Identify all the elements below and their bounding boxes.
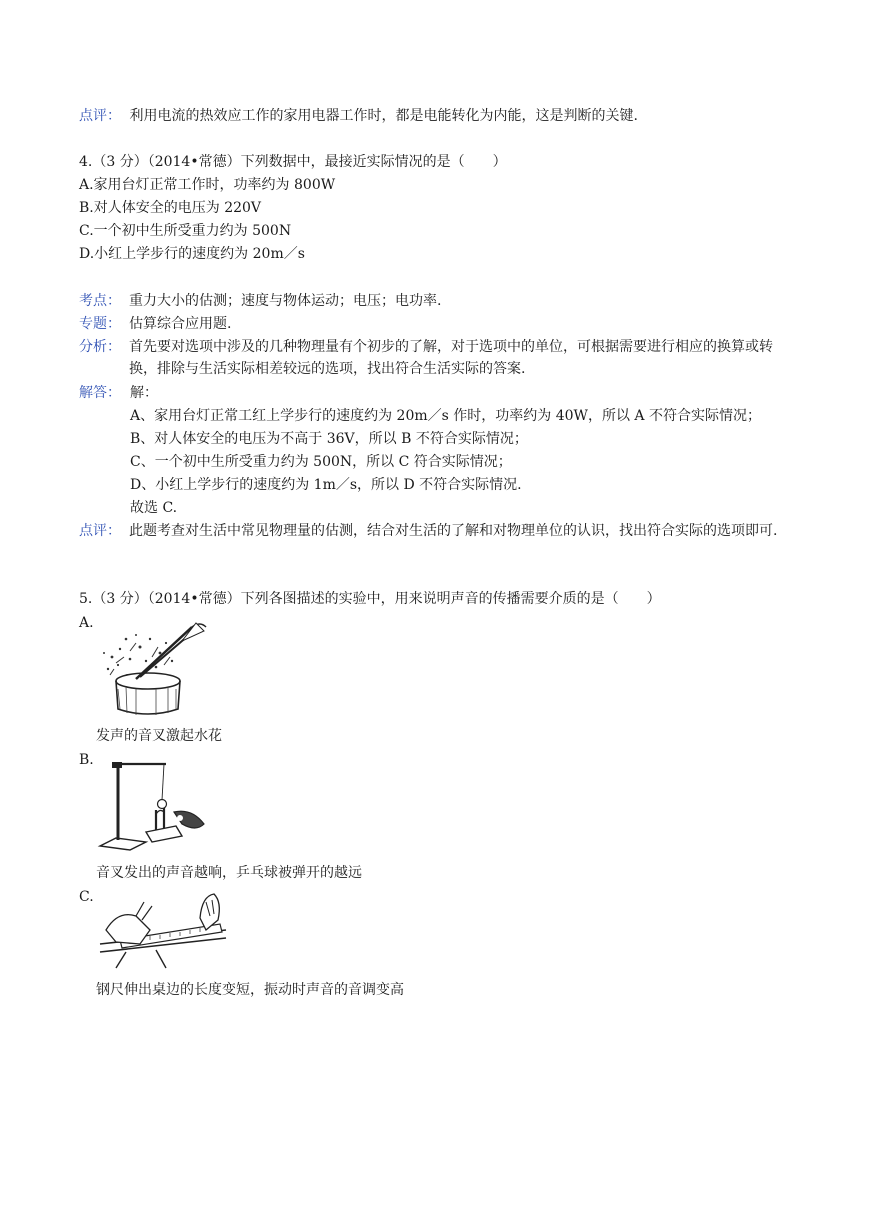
q4-fenxi — [79, 336, 799, 380]
ruler-table-figure — [96, 890, 230, 972]
q5-stem: 5.（3 分）（2014•常德）下列各图描述的实验中，用来说明声音的传播需要介质的是（ ） — [79, 591, 661, 607]
jieda-label: 解答： — [79, 385, 121, 401]
q4-kaodian — [79, 290, 799, 312]
q4-option-b: B.对人体安全的电压为 220V — [79, 200, 262, 216]
q5-option-b-caption: 音叉发出的声音越响，乒乓球被弹开的越远 — [96, 865, 362, 881]
zhuanti-label: 专题： — [79, 316, 121, 332]
kaodian-label: 考点： — [79, 293, 121, 309]
fenxi-label: 分析： — [79, 339, 121, 355]
q5-option-c-letter: C. — [79, 889, 94, 905]
q5-option-c-caption: 钢尺伸出桌边的长度变短，振动时声音的音调变高 — [96, 982, 404, 998]
jieda-line: A、家用台灯正常工红上学步行的速度约为 20m／s 作时，功率约为 40W，所以 A 不符合实际情况； — [130, 408, 761, 424]
review-label: 点评： — [79, 108, 121, 124]
tuning-fork-water-figure — [96, 617, 212, 721]
q4-option-d: D.小红上学步行的速度约为 20m／s — [79, 246, 305, 262]
fenxi-text: 首先要对选项中涉及的几种物理量有个初步的了解，对于选项中的单位，可根据需要进行相应的换算或转换，排除与生活实际相差较远的选项，找出符合生活实际的答案. — [129, 339, 773, 377]
q4-option-c: C.一个初中生所受重力约为 500N — [79, 223, 292, 239]
jieda-line: D、小红上学步行的速度约为 1m／s，所以 D 不符合实际情况. — [130, 477, 522, 493]
q4-zhuanti — [79, 313, 799, 335]
q5-option-b-letter: B. — [79, 752, 94, 768]
q4-stem: 4.（3 分）（2014•常德）下列数据中，最接近实际情况的是（ ） — [79, 154, 507, 170]
dianping-label: 点评： — [79, 523, 121, 539]
jieda-line: 解： — [130, 385, 158, 401]
jieda-line: C、一个初中生所受重力约为 500N，所以 C 符合实际情况； — [130, 454, 512, 470]
q4-option-a: A.家用台灯正常工作时，功率约为 800W — [79, 177, 336, 193]
jieda-line: 故选 C. — [130, 500, 178, 516]
q5-option-a-letter: A. — [79, 615, 94, 631]
q4-dianping — [79, 520, 799, 542]
review-text: 利用电流的热效应工作的家用电器工作时，都是电能转化为内能，这是判断的关键. — [129, 108, 638, 124]
kaodian-text: 重力大小的估测；速度与物体运动；电压；电功率. — [129, 293, 442, 309]
tuning-fork-pingpong-figure — [96, 754, 212, 858]
top-review — [79, 106, 638, 126]
zhuanti-text: 估算综合应用题. — [129, 316, 232, 332]
q5-option-a-caption: 发声的音叉激起水花 — [96, 728, 222, 744]
dianping-text: 此题考查对生活中常见物理量的估测，结合对生活的了解和对物理单位的认识，找出符合实际的选项即可. — [129, 523, 778, 539]
jieda-line: B、对人体安全的电压为不高于 36V，所以 B 不符合实际情况； — [130, 431, 528, 447]
